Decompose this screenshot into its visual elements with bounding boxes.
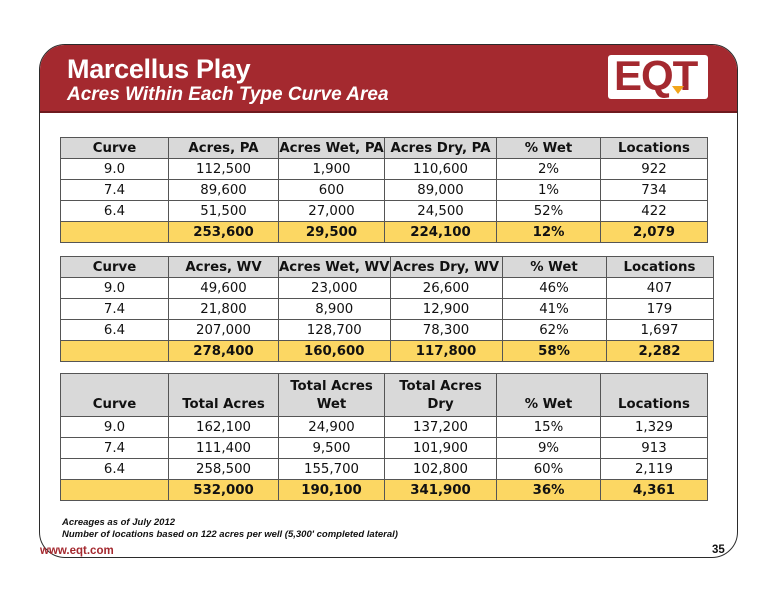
table-cell: 1,900 (279, 159, 385, 180)
total-cell: 29,500 (279, 222, 385, 243)
table-cell: 734 (601, 180, 708, 201)
table-cell: 7.4 (61, 299, 169, 320)
total-cell: 278,400 (169, 341, 279, 362)
table-cell: 51,500 (169, 201, 279, 222)
total-cell: 58% (502, 341, 606, 362)
table-cell: 12,900 (390, 299, 502, 320)
table-cell: 49,600 (169, 278, 279, 299)
total-cell: 224,100 (385, 222, 497, 243)
header-cell: Acres Dry, PA (385, 138, 497, 159)
table-cell: 6.4 (61, 201, 169, 222)
logo-accent-icon (672, 86, 684, 94)
table-cell: 6.4 (61, 459, 169, 480)
total-cell: 190,100 (279, 480, 385, 501)
total-cell (61, 341, 169, 362)
total-row (61, 341, 714, 362)
header-cell: Curve (61, 257, 169, 278)
table-cell: 112,500 (169, 159, 279, 180)
table-cell: 1% (497, 180, 601, 201)
table-cell: 46% (502, 278, 606, 299)
table-cell: 27,000 (279, 201, 385, 222)
footer-url-link[interactable]: www.eqt.com (40, 545, 114, 557)
table-cell: 110,600 (385, 159, 497, 180)
table-header-row (61, 257, 714, 278)
table-cell: 101,900 (385, 438, 497, 459)
table-cell: 258,500 (169, 459, 279, 480)
table-cell: 78,300 (390, 320, 502, 341)
table-cell: 162,100 (169, 417, 279, 438)
header-cell: Total Acres Wet (279, 374, 385, 417)
wv-acres-table (60, 256, 714, 362)
table-cell: 52% (497, 201, 601, 222)
table-cell: 89,600 (169, 180, 279, 201)
total-cell: 2,079 (601, 222, 708, 243)
header-cell: Locations (601, 138, 708, 159)
total-cell (61, 222, 169, 243)
table-cell: 407 (606, 278, 713, 299)
total-cell (61, 480, 169, 501)
header-cell: Curve (61, 374, 169, 417)
table-cell: 111,400 (169, 438, 279, 459)
total-cell: 532,000 (169, 480, 279, 501)
table-cell: 26,600 (390, 278, 502, 299)
table-cell: 2,119 (601, 459, 708, 480)
total-cell: 253,600 (169, 222, 279, 243)
header-cell: Curve (61, 138, 169, 159)
table-header-row (61, 138, 708, 159)
header-cell: Total Acres Dry (385, 374, 497, 417)
page-subtitle: Acres Within Each Type Curve Area (67, 84, 389, 105)
table-row (61, 438, 708, 459)
total-cell: 12% (497, 222, 601, 243)
table-cell: 24,500 (385, 201, 497, 222)
total-row (61, 480, 708, 501)
table-cell: 62% (502, 320, 606, 341)
table-cell: 23,000 (279, 278, 391, 299)
header-cell: Acres, PA (169, 138, 279, 159)
pa-acres-table (60, 137, 708, 243)
total-cell: 36% (497, 480, 601, 501)
table-cell: 1,329 (601, 417, 708, 438)
logo-text: EQT (614, 52, 698, 99)
table-row (61, 180, 708, 201)
footnote-locations: Number of locations based on 122 acres per well (5,300' completed lateral) (62, 529, 398, 540)
table-cell: 9.0 (61, 417, 169, 438)
page-title: Marcellus Play (67, 54, 251, 84)
table-cell: 922 (601, 159, 708, 180)
table-cell: 9.0 (61, 159, 169, 180)
footnote-acreage-date: Acreages as of July 2012 (62, 517, 176, 528)
table-cell: 21,800 (169, 299, 279, 320)
table-row (61, 299, 714, 320)
table-cell: 155,700 (279, 459, 385, 480)
total-cell: 4,361 (601, 480, 708, 501)
table-cell: 7.4 (61, 438, 169, 459)
table-cell: 207,000 (169, 320, 279, 341)
table-header-row (61, 374, 708, 417)
table-row (61, 201, 708, 222)
table-row (61, 417, 708, 438)
table-row (61, 278, 714, 299)
header-cell: Acres Wet, WV (279, 257, 391, 278)
table-cell: 60% (497, 459, 601, 480)
header-cell: Acres, WV (169, 257, 279, 278)
total-row (61, 222, 708, 243)
banner-divider (40, 111, 737, 113)
header-cell: Locations (601, 374, 708, 417)
header-cell: Acres Dry, WV (390, 257, 502, 278)
header-cell: % Wet (497, 138, 601, 159)
table-cell: 102,800 (385, 459, 497, 480)
table-cell: 89,000 (385, 180, 497, 201)
table-cell: 15% (497, 417, 601, 438)
total-cell: 2,282 (606, 341, 713, 362)
table-cell: 9,500 (279, 438, 385, 459)
table-cell: 9.0 (61, 278, 169, 299)
table-cell: 24,900 (279, 417, 385, 438)
table-cell: 128,700 (279, 320, 391, 341)
total-cell: 160,600 (279, 341, 391, 362)
eqt-logo (608, 52, 708, 99)
total-cell: 117,800 (390, 341, 502, 362)
header-cell: % Wet (497, 374, 601, 417)
total-acres-table (60, 373, 708, 501)
title-banner (40, 45, 737, 111)
table-row (61, 320, 714, 341)
table-cell: 1,697 (606, 320, 713, 341)
table-cell: 600 (279, 180, 385, 201)
table-cell: 8,900 (279, 299, 391, 320)
header-cell: Acres Wet, PA (279, 138, 385, 159)
table-cell: 913 (601, 438, 708, 459)
table-cell: 41% (502, 299, 606, 320)
table-cell: 422 (601, 201, 708, 222)
header-cell: % Wet (502, 257, 606, 278)
header-cell: Total Acres (169, 374, 279, 417)
table-cell: 179 (606, 299, 713, 320)
table-cell: 7.4 (61, 180, 169, 201)
total-cell: 341,900 (385, 480, 497, 501)
table-cell: 2% (497, 159, 601, 180)
table-row (61, 159, 708, 180)
table-cell: 6.4 (61, 320, 169, 341)
table-cell: 9% (497, 438, 601, 459)
header-cell: Locations (606, 257, 713, 278)
page-number: 35 (712, 544, 725, 556)
table-cell: 137,200 (385, 417, 497, 438)
table-row (61, 459, 708, 480)
